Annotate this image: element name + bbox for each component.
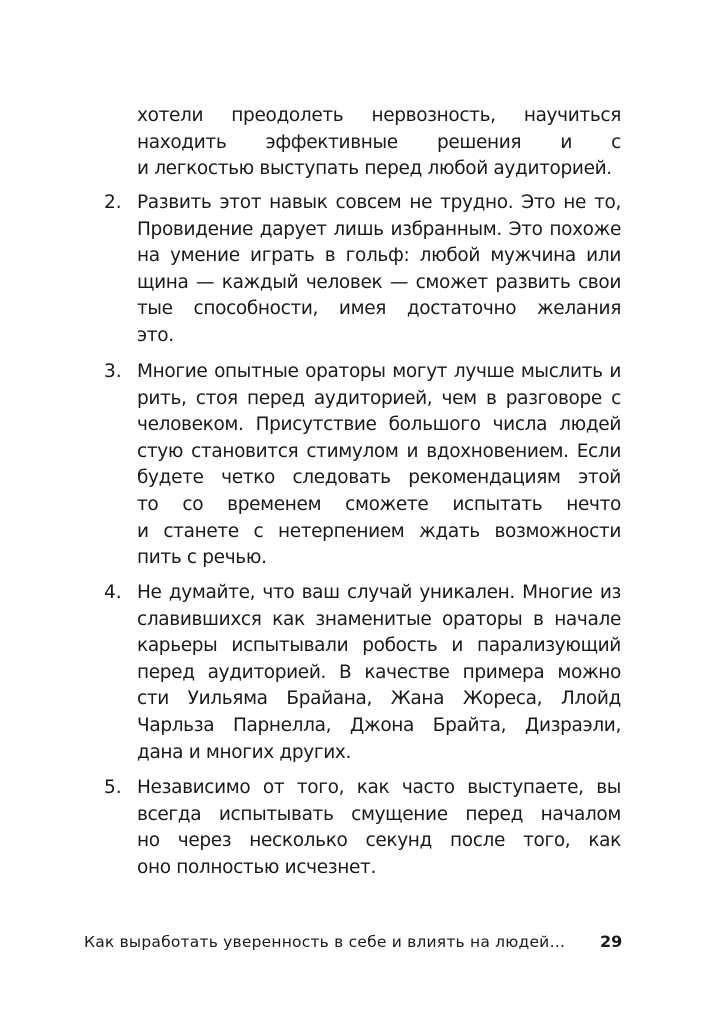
text-line: и легкостью выступать перед любой аудиторией. [137, 158, 612, 180]
text-line: стую становится стимулом и вдохновением. Если [137, 440, 621, 462]
text-line: Не думайте, что ваш случай уникален. Многие из [137, 582, 621, 603]
list-item [137, 190, 621, 350]
text-line: тые способности, имея достаточно желания [137, 298, 621, 320]
text-line: рить, стоя перед аудиторией, чем в разговоре с [137, 387, 621, 409]
text-line: это. [137, 324, 174, 346]
list-item-number: 4. [104, 582, 122, 603]
text-line: карьеры испытывали робость и парализующий [137, 635, 621, 657]
text-line: Независимо от того, как часто выступаете, вы [137, 777, 621, 798]
list-item [137, 775, 621, 881]
text-line: человеком. Присутствие большого числа людей [137, 414, 621, 436]
text-line: на умение играть в гольф: любой мужчина или [137, 245, 621, 267]
list-item-number: 5. [104, 777, 122, 798]
text-line: пить с речью. [137, 547, 267, 569]
text-line: оно полностью исчезнет. [137, 856, 376, 878]
list-item [137, 359, 621, 572]
text-line: Провидение дарует лишь избранным. Это похоже [137, 218, 621, 240]
text-line: Чарльза Парнелла, Джона Брайта, Дизраэли, [137, 714, 621, 736]
text-line: перед аудиторией. В качестве примера можно [137, 661, 621, 683]
text-line: но через несколько секунд после того, как [137, 830, 621, 852]
text-line: славившихся как знаменитые ораторы в начале [137, 608, 621, 630]
text-line: находить эффективные решения и с [137, 131, 621, 153]
running-footer-title: Как выработать уверенность в себе и влиять на людей… [84, 933, 566, 951]
text-line: щина — каждый человек — сможет развить свои [137, 271, 621, 293]
page-number: 29 [600, 932, 623, 951]
text-line: будете четко следовать рекомендациям этой [137, 467, 621, 489]
list-item [137, 580, 621, 766]
list-item-number: 3. [104, 361, 122, 382]
text-line: Многие опытные ораторы могут лучше мыслить и [137, 361, 621, 382]
text-line: то со временем сможете испытать нечто [137, 493, 621, 515]
list-item-number: 2. [104, 192, 122, 213]
text-line: дана и многих других. [137, 741, 351, 763]
text-line: Развить этот навык совсем не трудно. Это не то, [137, 192, 621, 213]
continuation-paragraph [137, 103, 621, 183]
text-line: хотели преодолеть нервозность, научиться [137, 105, 621, 126]
text-line: сти Уильяма Брайана, Жана Жореса, Ллойд [137, 688, 621, 710]
text-line: всегда испытывать смущение перед началом [137, 803, 621, 825]
text-line: и станете с нетерпением ждать возможности [137, 520, 621, 542]
